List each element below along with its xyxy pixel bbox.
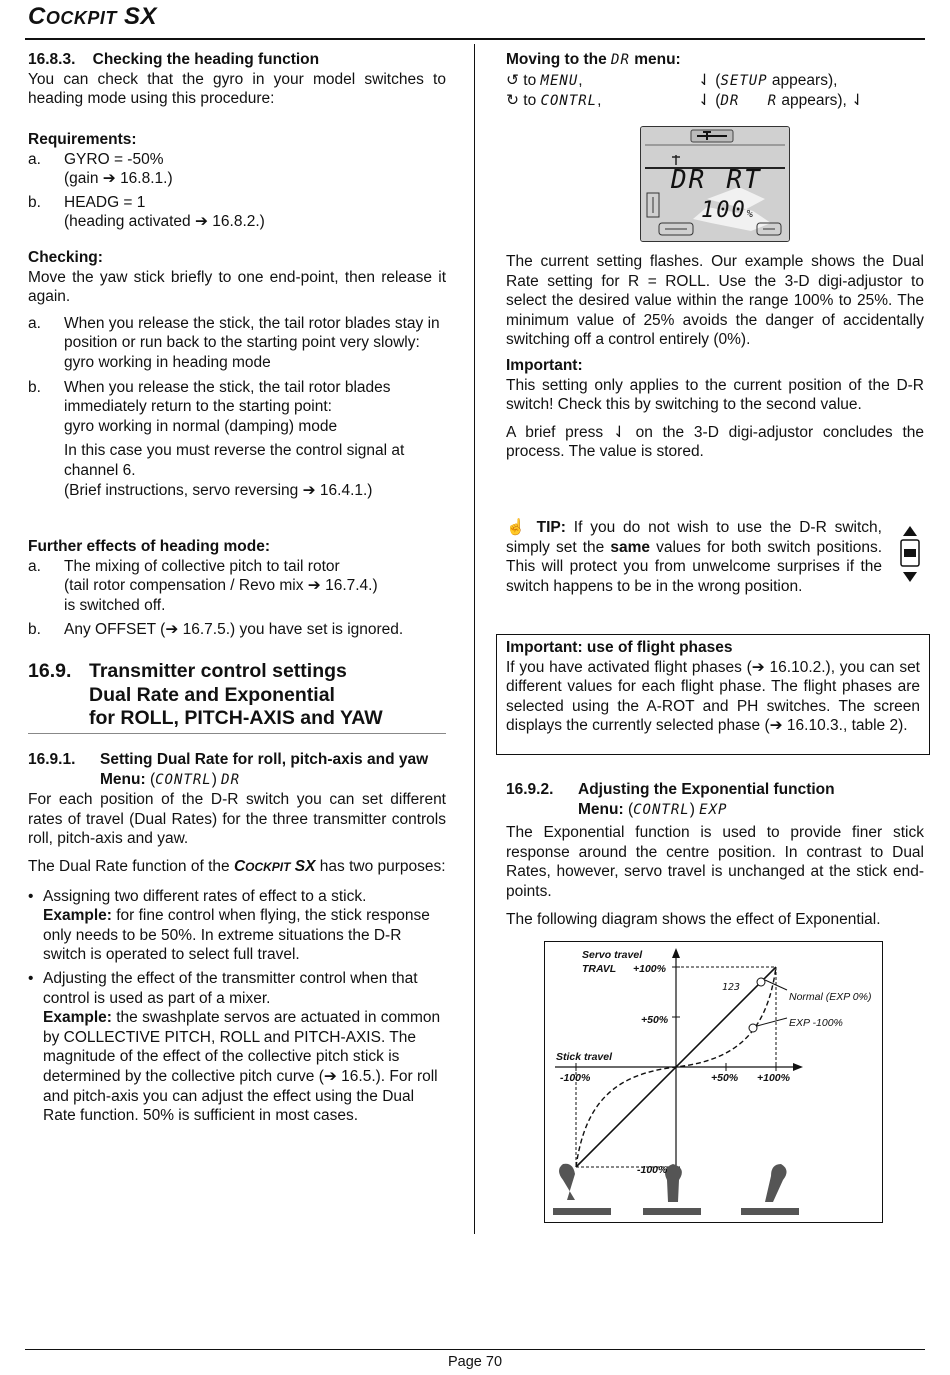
normal-curve-label: Normal (EXP 0%) — [789, 991, 872, 1003]
lcd-display — [640, 126, 790, 242]
intro-paragraph: You can check that the gyro in your model switches to heading mode using this procedure: — [28, 70, 446, 108]
y-tick-label: +50% — [641, 1014, 669, 1026]
x-tick-label: +100% — [757, 1072, 790, 1084]
list-item: a. The mixing of collective pitch to tail rotor (tail rotor compensation / Revo mix ➔ 16.7.4.) is switched off. — [28, 557, 378, 614]
paragraph: The Exponential function is used to provide finer stick response around the centre position. In contrast to Dual Rates, however, servo travel is unchanged at the stick end-points. — [506, 824, 924, 900]
list-item: b. Any OFFSET (➔ 16.7.5.) you have set is ignored. — [28, 621, 404, 639]
up-down-switch-icon — [897, 526, 923, 588]
list-item: • Adjusting the effect of the transmitter control when that control is used as part of a mixer. Example: the swashplate servos are actuated in common by COLLECTIVE PITCH, ROLL and PITCH-AXIS. The magnitude of the effect of the collective pitch stick is determined by the collective pitch curve (➔ 16.5.). For roll and pitch-axis you can adjust the effect using the Dual Rate function. 50% is sufficient in most cases. — [28, 969, 441, 1125]
exp-curve-label: EXP -100% — [789, 1017, 843, 1029]
further-title: Further effects of heading mode: — [28, 538, 270, 555]
y-tick-label: -100% — [637, 1164, 668, 1176]
section-16-8-3 — [28, 50, 446, 109]
list-item: a. GYRO = -50% (gain ➔ 16.8.1.) — [28, 150, 173, 188]
paragraph: The current setting flashes. Our example shows the Dual Rate setting for R = ROLL. Use the 3-D digi-adjustor to select the desired value within the range 100% to 25%. The minimum value of 25% avoids the danger of accidentally switching off a control entirely (0%). — [506, 253, 924, 349]
column-divider — [474, 44, 475, 1234]
y-tick-label: +100% — [633, 963, 666, 975]
section-16-9-2 — [506, 780, 924, 929]
paragraph: This setting only applies to the current position of the D-R switch! Check this by switching to the second value. — [506, 376, 924, 414]
nav-step: ↺ to MENU, ⇃ (SETUP appears), — [506, 71, 838, 89]
heading-rule — [28, 733, 446, 734]
exponential-diagram — [544, 941, 883, 1223]
paragraph: The Dual Rate function of the COCKPIT SX has two purposes: — [28, 857, 446, 875]
section-heading: 16.9.2. Adjusting the Exponential function Menu: (CONTRL) EXP — [506, 781, 835, 818]
nav-step: ↻ to CONTRL, ⇃ (DR R appears), ⇃ — [506, 91, 865, 109]
checking-title: Checking: — [28, 249, 103, 266]
tip-hand-icon: ☝ — [506, 519, 529, 536]
moving-to-dr-menu — [506, 50, 924, 111]
paragraph: The following diagram shows the effect of Exponential. — [506, 910, 881, 928]
list-item: • Assigning two different rates of effect to a stick. Example: for fine control when flying, the stick response only needs to be 50%. In extreme situations the D-R switch is operated to select full travel. — [28, 887, 430, 964]
tip-text: ☝ TIP: If you do not wish to use the D-R switch, simply set the same values for both switch positions. This will protect you from unwelcome surprises if the switch happens to be in the wrong position. — [506, 519, 883, 595]
box-title: Important: use of flight phases — [506, 639, 733, 656]
section-16-9 — [28, 660, 446, 734]
travl-label: TRAVL — [582, 963, 617, 975]
footer-rule — [25, 1349, 925, 1350]
section-heading: 16.9. Transmitter control settings Dual Rate and Exponential for ROLL, PITCH-AXIS and YAW — [28, 660, 383, 729]
x-tick-label: -100% — [560, 1072, 591, 1084]
important-title: Important: — [506, 356, 583, 374]
tip — [506, 518, 882, 596]
page-number: Page 70 — [447, 1354, 503, 1370]
list-item: b. HEADG = 1 (heading activated ➔ 16.8.2.) — [28, 193, 265, 231]
stick-travel-label: Stick travel — [556, 1051, 613, 1063]
section-heading: 16.8.3. Checking the heading function — [28, 51, 320, 68]
moving-title: Moving to the DR menu: — [506, 51, 681, 68]
section-16-9-1 — [28, 750, 446, 1126]
servo-travel-label: Servo travel — [582, 949, 643, 961]
x-tick-label: +50% — [711, 1072, 739, 1084]
section-heading: 16.9.1. Setting Dual Rate for roll, pitch-axis and yaw Menu: (CONTRL) DR — [28, 751, 429, 788]
requirements-title: Requirements: — [28, 131, 137, 148]
dual-rate-text — [506, 252, 924, 462]
lcd-dr-label: DR RT — [671, 165, 762, 195]
header-rule — [25, 38, 925, 40]
requirements — [28, 130, 446, 232]
box-text: If you have activated flight phases (➔ 16.10.2.), you can set different values for each flight phase. The flight phases are selected using the A-ROT and PH switches. The screen displays the currently selected phase (➔ 16.10.3., table 2). — [506, 658, 920, 735]
checking — [28, 248, 446, 500]
further-effects — [28, 537, 446, 640]
list-item: a. When you release the stick, the tail rotor blades stay in position or run back to the starting point very slowly: gyro working in heading mode — [28, 314, 440, 371]
checking-text: Move the yaw stick briefly to one end-point, then release it again. — [28, 268, 446, 306]
paragraph: A brief press ⇃ on the 3-D digi-adjustor concludes the process. The value is stored. — [506, 423, 924, 461]
paragraph: For each position of the D-R switch you can set different rates of travel (Dual Rates) for the three transmitter controls roll, pitch-axis and yaw. — [28, 791, 446, 848]
lcd-123-label: 123 — [722, 982, 741, 993]
lcd-value: 100% — [701, 198, 755, 223]
brand-title: COCKPIT SX — [28, 3, 158, 30]
flight-phases-box — [496, 634, 930, 755]
list-item: b. When you release the stick, the tail rotor blades immediately return to the starting point: gyro working in normal (damping) mode In this case you must reverse the control signal at channel 6. (Brief instructions, servo reversing ➔ 16.4.1.) — [28, 378, 405, 499]
